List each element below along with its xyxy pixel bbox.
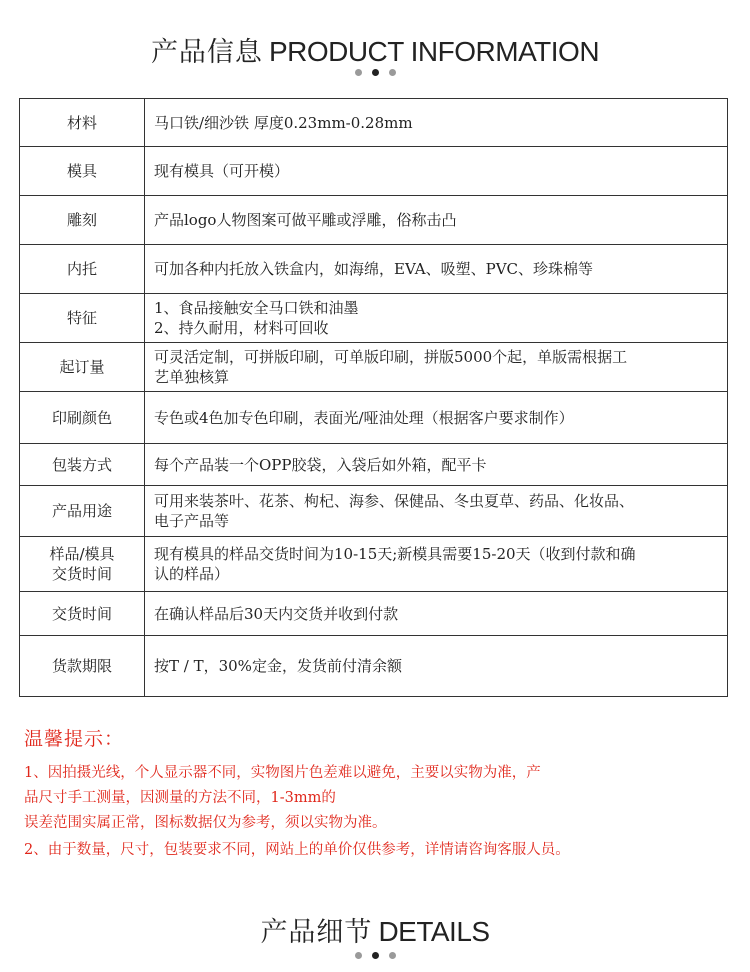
table-row xyxy=(20,294,728,343)
row-value xyxy=(145,294,728,343)
row-label: 交货时间 xyxy=(20,592,145,636)
table-row xyxy=(20,486,728,537)
row-value: 可加各种内托放入铁盒内，如海绵，EVA、吸塑、PVC、珍珠棉等 xyxy=(145,245,728,294)
value-line: 可灵活定制，可拼版印刷，可单版印刷，拼版5000个起，单版需根据工 xyxy=(154,348,628,366)
row-label: 特征 xyxy=(20,294,145,343)
dot-active xyxy=(372,69,379,76)
row-value: 专色或4色加专色印刷，表面光/哑油处理（根据客户要求制作） xyxy=(145,392,728,444)
row-label: 模具 xyxy=(20,147,145,196)
table-row xyxy=(20,392,728,444)
row-label: 内托 xyxy=(20,245,145,294)
label-line: 样品/模具 xyxy=(49,545,115,563)
row-label: 印刷颜色 xyxy=(20,392,145,444)
table-row xyxy=(20,444,728,486)
row-label: 产品用途 xyxy=(20,486,145,537)
value-line: 现有模具的样品交货时间为10-15天;新模具需要15-20天（收到付款和确 xyxy=(154,545,636,563)
title-zh: 产品信息 xyxy=(150,37,263,68)
table-row xyxy=(20,99,728,147)
value-line: 1、食品接触安全马口铁和油墨 xyxy=(154,299,359,317)
notice-line: 误差范围实属正常，图标数据仅为参考，须以实物为准。 xyxy=(24,815,387,831)
title-en: PRODUCT INFORMATION xyxy=(268,36,600,67)
title-en: DETAILS xyxy=(378,916,490,947)
row-value: 现有模具（可开模） xyxy=(145,147,728,196)
label-line: 交货时间 xyxy=(51,565,112,583)
section-title-details xyxy=(0,910,750,949)
table-row xyxy=(20,537,728,592)
table-row xyxy=(20,592,728,636)
row-label: 包装方式 xyxy=(20,444,145,486)
table-row xyxy=(20,343,728,392)
row-label xyxy=(20,537,145,592)
value-line: 电子产品等 xyxy=(154,512,230,530)
notice-line: 1、因拍摄光线，个人显示器不同，实物图片色差难以避免，主要以实物为准，产 xyxy=(24,765,541,781)
row-label: 起订量 xyxy=(20,343,145,392)
title-zh: 产品细节 xyxy=(260,917,373,948)
notice-line: 2、由于数量，尺寸，包装要求不同，网站上的单价仅供参考，详情请咨询客服人员。 xyxy=(24,842,570,858)
row-value: 产品logo人物图案可做平雕或浮雕，俗称击凸 xyxy=(145,196,728,245)
row-label: 货款期限 xyxy=(20,636,145,697)
value-line: 可用来装茶叶、花茶、枸杞、海参、保健品、冬虫夏草、药品、化妆品、 xyxy=(154,492,635,510)
table-row xyxy=(20,196,728,245)
table-row xyxy=(20,245,728,294)
product-info-table xyxy=(19,98,728,697)
dots-indicator xyxy=(0,69,750,76)
dot-active xyxy=(372,952,379,959)
table-row xyxy=(20,147,728,196)
row-value xyxy=(145,537,728,592)
dot xyxy=(389,69,396,76)
dot xyxy=(355,952,362,959)
notice-line: 品尺寸手工测量，因测量的方法不同，1-3mm的 xyxy=(24,790,336,806)
dots-indicator xyxy=(0,952,750,959)
section-title-product-info xyxy=(0,30,750,69)
row-value: 每个产品装一个OPP胶袋，入袋后如外箱，配平卡 xyxy=(145,444,728,486)
row-value: 马口铁/细沙铁 厚度0.23mm-0.28mm xyxy=(145,99,728,147)
row-label: 雕刻 xyxy=(20,196,145,245)
value-line: 2、持久耐用，材料可回收 xyxy=(154,319,329,337)
value-line: 认的样品） xyxy=(154,565,230,583)
dot xyxy=(355,69,362,76)
notice-title: 温馨提示： xyxy=(24,728,125,750)
row-value xyxy=(145,343,728,392)
table-row xyxy=(20,636,728,697)
row-label: 材料 xyxy=(20,99,145,147)
row-value xyxy=(145,486,728,537)
dot xyxy=(389,952,396,959)
value-line: 艺单独核算 xyxy=(154,368,230,386)
row-value: 按T / T，30%定金，发货前付清余额 xyxy=(145,636,728,697)
row-value: 在确认样品后30天内交货并收到付款 xyxy=(145,592,728,636)
